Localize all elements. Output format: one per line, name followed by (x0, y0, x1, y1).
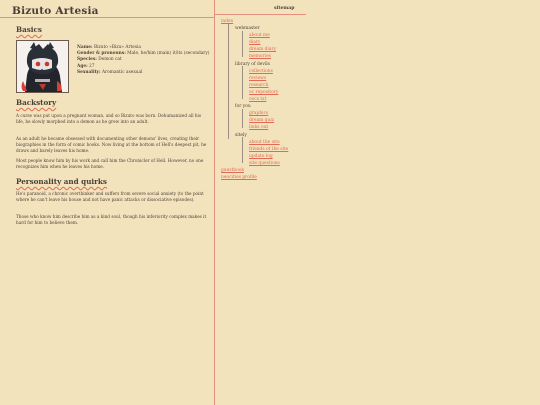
quirks-heading: Personality and quirks (16, 177, 107, 186)
sitemap-link[interactable]: memories (249, 54, 271, 60)
character-portrait-art (17, 41, 68, 92)
sitemap-link-index[interactable]: index (221, 19, 234, 24)
sitemap-link-guestbook[interactable]: guestbook (221, 167, 245, 173)
sitemap-link[interactable]: collections (249, 68, 273, 74)
sitemap-link[interactable]: oc repository (249, 89, 279, 95)
sitemap-link[interactable]: about me (249, 33, 270, 39)
sitemap-link[interactable]: about the site (249, 139, 280, 145)
backstory-paragraph: A curse was put upon a pregnant woman, and so Bizuto was born. Dehumanized all his life, he slowly morphed into a demon as he grew into an adult. (16, 113, 202, 124)
info-age: Age: 27 (77, 63, 95, 69)
quirks-paragraph: He's paranoid, a chronic overthinker and suffers from severe social anxiety (to the point where he can't leave his house and not have panic attacks or dissociative episodes). (16, 191, 204, 202)
info-gender: Gender & pronouns: Male, he/him (main) it/its (secondary) (77, 51, 210, 57)
tree-line (242, 109, 243, 128)
info-species: Species: Demon cat (77, 57, 122, 63)
sitemap-link-neocities[interactable]: neocities profile (221, 175, 257, 181)
sitemap-link[interactable]: dream diary (249, 47, 277, 53)
sitemap-group-label: sitely (235, 132, 247, 138)
quirks-paragraph: Those who know him describe him as a kind soul, though his inferiority complex makes it hard for him to believe them. (16, 214, 207, 225)
sitemap-link[interactable]: graphics (249, 111, 269, 117)
sitemap-group-label: webmaster (235, 26, 260, 32)
tree-line (228, 24, 229, 139)
tree-line (242, 137, 243, 163)
backstory-paragraph: Most people know him by his work and call him the Chronicler of Hell. However, no one recognizes him when he leaves his home. (16, 158, 204, 169)
sitemap-link[interactable]: links out (249, 125, 269, 131)
sitemap-link[interactable]: oocs txt (249, 97, 267, 103)
tree-line (242, 31, 243, 57)
backstory-paragraph: As an adult he became obsessed with documenting other demons' lives, creating their biographies in the form of comic books. Now living at the bottom of Hell's deepest pit, he draws and barely leaves his home. (16, 136, 207, 153)
column-divider (214, 0, 215, 405)
sitemap-link[interactable]: site questions (249, 160, 280, 166)
sitemap-link[interactable]: research (249, 82, 269, 88)
sitemap-link[interactable]: friends of the site (249, 146, 289, 152)
sitemap-link[interactable]: reviews (249, 75, 267, 81)
sitemap-link[interactable]: dream quiz (249, 118, 275, 124)
sitemap-rule (214, 14, 306, 15)
info-sexuality: Sexuality: Aromantic asexual (77, 69, 143, 75)
basics-info (77, 45, 211, 76)
sitemap-link[interactable]: update log (249, 153, 273, 159)
tree-line (242, 66, 243, 99)
sitemap-link[interactable]: diary (249, 40, 261, 46)
sitemap-tree (221, 18, 288, 181)
sitemap-group-label: for you (235, 104, 251, 110)
backstory-heading: Backstory (16, 98, 57, 107)
page-title: Bizuto Artesia (12, 5, 99, 17)
title-rule (0, 17, 214, 18)
character-portrait-icon (16, 40, 69, 93)
info-name: Name: Bizuto «Bizu» Artesia (77, 45, 141, 50)
sitemap-group-label: library of devils (235, 61, 270, 67)
basics-heading: Basics (16, 25, 42, 34)
sitemap-title: sitemap (274, 6, 295, 11)
